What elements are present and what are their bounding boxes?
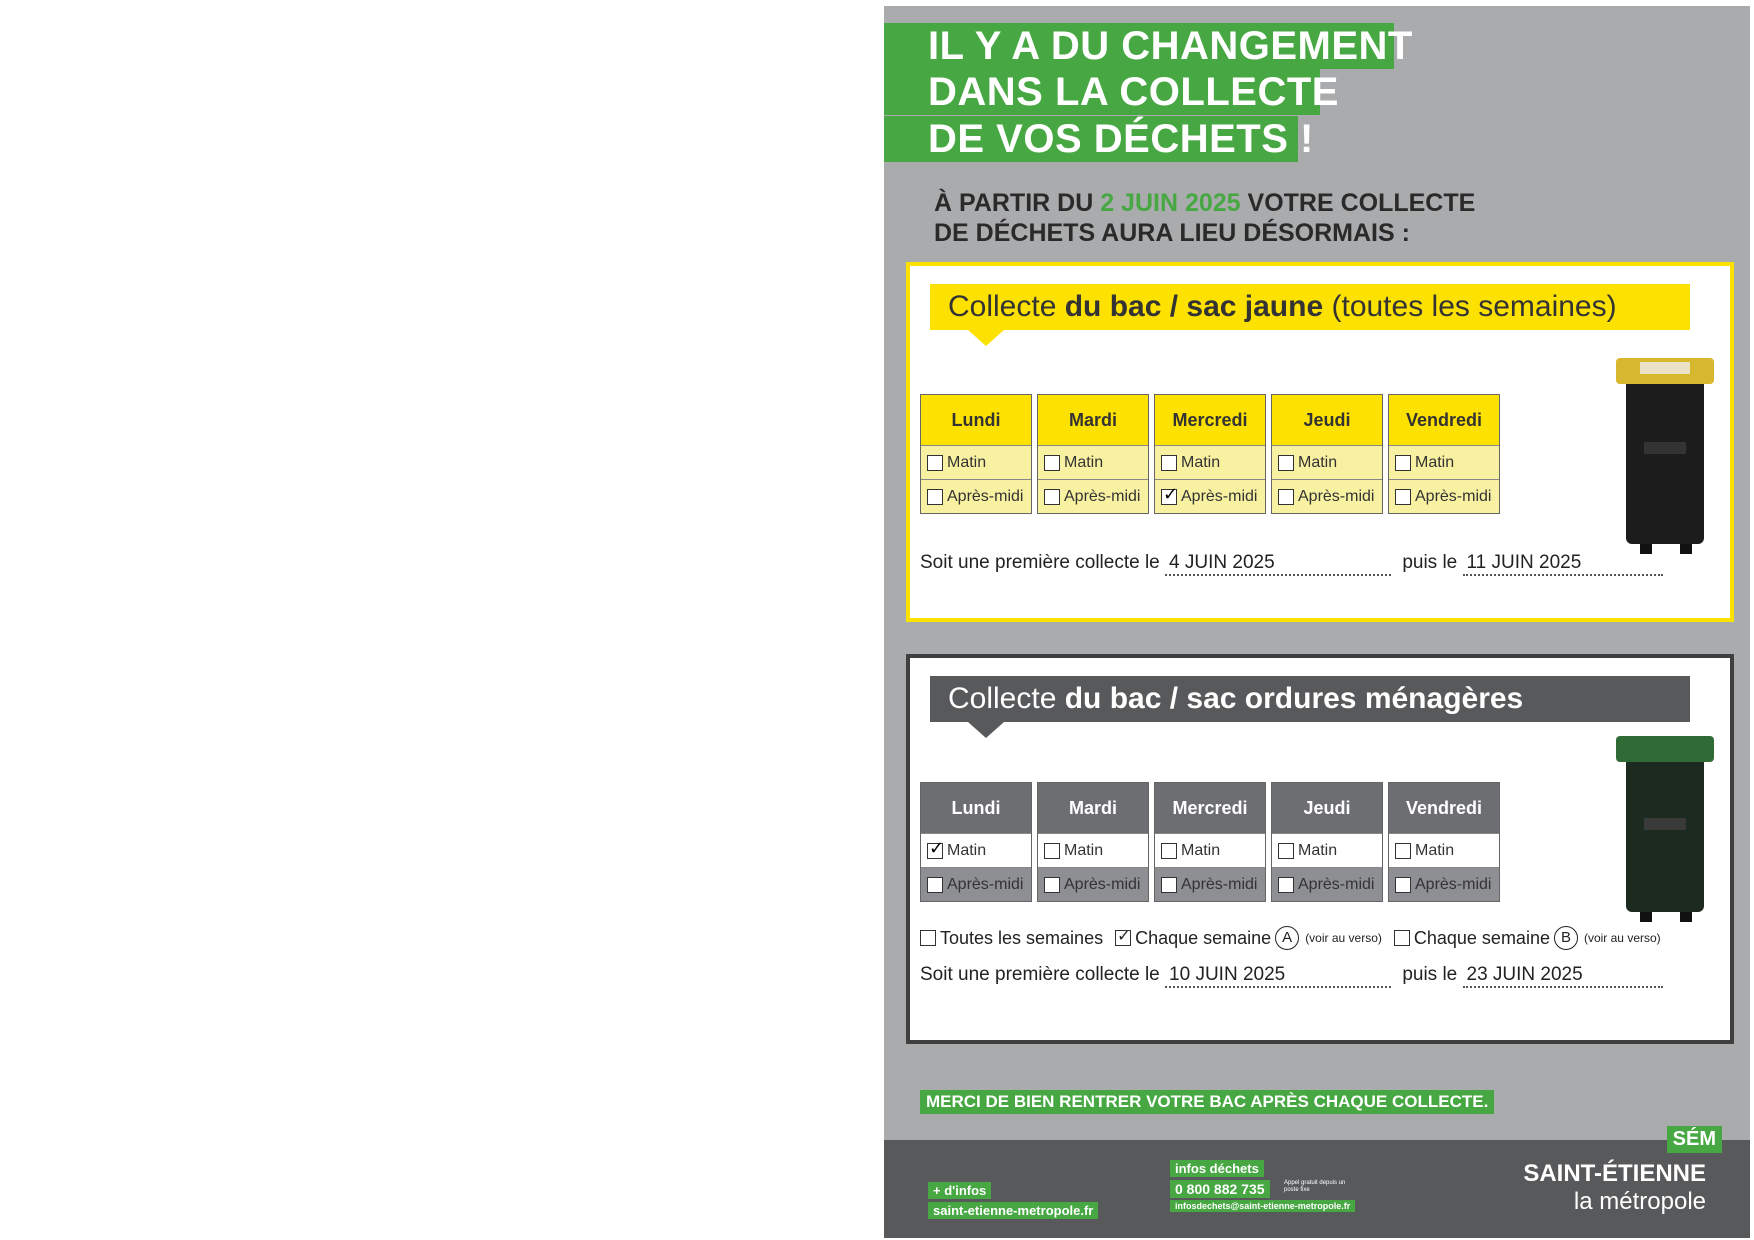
start-date: 2 JUIN 2025 — [1100, 189, 1241, 217]
yellow-section-title — [930, 284, 1690, 330]
freq-label: Toutes les semaines — [940, 927, 1104, 948]
morning-slot[interactable] — [921, 445, 1031, 479]
grey-day-lundi — [920, 782, 1032, 902]
household-bin-section — [906, 654, 1734, 1044]
week-b-badge: B — [1554, 926, 1578, 950]
first-date: 10 JUIN 2025 — [1169, 964, 1286, 985]
checkbox[interactable] — [927, 455, 943, 471]
checkbox[interactable] — [1161, 877, 1177, 893]
bin-body — [1626, 752, 1704, 912]
slot-label: Matin — [1064, 841, 1104, 859]
banner-pointer — [968, 722, 1004, 738]
yellow-day-vendredi — [1388, 394, 1500, 514]
first-date-field — [1165, 552, 1391, 576]
afternoon-slot[interactable] — [921, 867, 1031, 901]
morning-slot[interactable] — [1155, 445, 1265, 479]
slot-label: Après-midi — [1298, 487, 1375, 505]
freq-option-a[interactable] — [1115, 926, 1382, 950]
afternoon-slot[interactable] — [1155, 479, 1265, 513]
slot-label: Matin — [1298, 841, 1338, 859]
bin-label-plate — [1644, 818, 1686, 830]
morning-slot[interactable] — [1155, 833, 1265, 867]
household-bin-image — [1610, 728, 1720, 928]
title-line-2: DANS LA COLLECTE — [884, 69, 1320, 115]
then-date-field — [1463, 552, 1663, 576]
yellow-first-collection — [920, 552, 1663, 576]
checkbox-checked[interactable] — [1161, 489, 1177, 505]
day-name: Mardi — [1038, 783, 1148, 833]
waste-info-label: infos déchets — [1170, 1160, 1264, 1177]
slot-label: Après-midi — [1298, 875, 1375, 893]
yellow-bin-section — [906, 262, 1734, 622]
then-label: puis le — [1402, 552, 1458, 573]
day-name: Mardi — [1038, 395, 1148, 445]
sem-logo: SÉM — [1667, 1126, 1722, 1153]
checkbox[interactable] — [1044, 843, 1060, 859]
morning-slot[interactable] — [1389, 833, 1499, 867]
checkbox-checked[interactable] — [927, 843, 943, 859]
morning-slot[interactable] — [1038, 445, 1148, 479]
checkbox[interactable] — [1394, 930, 1410, 946]
phone-note: Appel gratuit depuis un poste fixe — [1284, 1180, 1346, 1193]
then-date: 23 JUIN 2025 — [1466, 964, 1583, 985]
day-name: Mercredi — [1155, 783, 1265, 833]
grey-day-jeudi — [1271, 782, 1383, 902]
first-date: 4 JUIN 2025 — [1169, 552, 1275, 573]
subtitle-line-1 — [934, 188, 1475, 218]
brand-name: SAINT-ÉTIENNE — [1523, 1160, 1706, 1187]
subtitle-part-2: VOTRE COLLECTE — [1240, 189, 1476, 217]
verso-note: (voir au verso) — [1305, 931, 1382, 945]
freq-option-all[interactable] — [920, 928, 1103, 949]
checkbox[interactable] — [927, 489, 943, 505]
bin-lid — [1616, 736, 1714, 762]
yellow-day-mercredi — [1154, 394, 1266, 514]
slot-label: Matin — [1415, 841, 1455, 859]
more-info-label: + d'infos — [928, 1182, 991, 1199]
website-link[interactable]: saint-etienne-metropole.fr — [928, 1202, 1098, 1219]
subtitle-part-1: À PARTIR DU — [934, 189, 1101, 217]
afternoon-slot[interactable] — [921, 479, 1031, 513]
yellow-day-lundi — [920, 394, 1032, 514]
afternoon-slot[interactable] — [1389, 867, 1499, 901]
checkbox[interactable] — [1044, 455, 1060, 471]
checkbox[interactable] — [1044, 489, 1060, 505]
bin-handle — [1640, 362, 1690, 374]
day-name: Jeudi — [1272, 783, 1382, 833]
phone-number[interactable]: 0 800 882 735 — [1170, 1180, 1270, 1198]
reminder-banner: MERCI DE BIEN RENTRER VOTRE BAC APRÈS CHAQUE COLLECTE. — [920, 1090, 1494, 1114]
checkbox[interactable] — [1395, 489, 1411, 505]
first-collection-label: Soit une première collecte le — [920, 552, 1160, 573]
yellow-day-jeudi — [1271, 394, 1383, 514]
day-name: Vendredi — [1389, 783, 1499, 833]
bin-wheel — [1640, 912, 1652, 922]
grey-first-collection — [920, 964, 1663, 988]
yellow-day-mardi — [1037, 394, 1149, 514]
freq-option-b[interactable] — [1394, 926, 1661, 950]
verso-note: (voir au verso) — [1583, 931, 1661, 945]
slot-label: Matin — [1298, 453, 1338, 471]
checkbox[interactable] — [1395, 877, 1411, 893]
slot-label: Après-midi — [1415, 487, 1492, 505]
day-name: Vendredi — [1389, 395, 1499, 445]
first-collection-label: Soit une première collecte le — [920, 964, 1160, 985]
day-name: Lundi — [921, 783, 1031, 833]
afternoon-slot[interactable] — [1272, 867, 1382, 901]
afternoon-slot[interactable] — [1389, 479, 1499, 513]
checkbox[interactable] — [920, 930, 936, 946]
day-name: Jeudi — [1272, 395, 1382, 445]
slot-label: Après-midi — [947, 875, 1024, 893]
yellow-title-prefix: Collecte — [948, 290, 1065, 323]
morning-slot[interactable] — [1272, 445, 1382, 479]
frequency-options — [920, 926, 1673, 950]
checkbox[interactable] — [1161, 455, 1177, 471]
grey-day-vendredi — [1388, 782, 1500, 902]
checkbox[interactable] — [1278, 489, 1294, 505]
grey-day-mercredi — [1154, 782, 1266, 902]
then-label: puis le — [1402, 964, 1458, 985]
slot-label: Matin — [947, 453, 987, 471]
checkbox[interactable] — [927, 877, 943, 893]
slot-label: Après-midi — [1181, 487, 1258, 505]
then-date-field — [1463, 964, 1663, 988]
checkbox[interactable] — [1044, 877, 1060, 893]
day-name: Lundi — [921, 395, 1031, 445]
slot-label: Après-midi — [1064, 875, 1141, 893]
yellow-title-suffix: (toutes les semaines) — [1323, 290, 1617, 323]
morning-slot[interactable] — [921, 833, 1031, 867]
first-date-field — [1165, 964, 1391, 988]
grey-title-prefix: Collecte — [948, 682, 1065, 715]
morning-slot[interactable] — [1038, 833, 1148, 867]
subtitle-line-2: DE DÉCHETS AURA LIEU DÉSORMAIS : — [934, 219, 1410, 247]
slot-label: Matin — [1064, 453, 1104, 471]
checkbox[interactable] — [1278, 455, 1294, 471]
slot-label: Matin — [1415, 453, 1455, 471]
bin-wheel — [1680, 912, 1692, 922]
slot-label: Matin — [947, 841, 987, 859]
checkbox[interactable] — [1395, 843, 1411, 859]
banner-pointer — [968, 330, 1004, 346]
grey-title-bold: du bac / sac ordures ménagères — [1064, 682, 1524, 715]
email-link[interactable]: infosdechets@saint-etienne-metropole.fr — [1170, 1200, 1355, 1212]
morning-slot[interactable] — [1389, 445, 1499, 479]
day-name: Mercredi — [1155, 395, 1265, 445]
yellow-bin-image — [1610, 348, 1720, 558]
yellow-title-bold: du bac / sac jaune — [1064, 290, 1324, 323]
afternoon-slot[interactable] — [1272, 479, 1382, 513]
checkbox[interactable] — [1395, 455, 1411, 471]
afternoon-slot[interactable] — [1038, 479, 1148, 513]
morning-slot[interactable] — [1272, 833, 1382, 867]
brand-tagline: la métropole — [1573, 1188, 1706, 1215]
grey-section-title — [930, 676, 1690, 722]
afternoon-slot[interactable] — [1155, 867, 1265, 901]
title-line-3: DE VOS DÉCHETS ! — [884, 116, 1298, 162]
slot-label: Après-midi — [1415, 875, 1492, 893]
freq-label: Chaque semaine — [1135, 927, 1272, 948]
checkbox[interactable] — [1161, 843, 1177, 859]
bin-body — [1626, 374, 1704, 544]
slot-label: Après-midi — [1181, 875, 1258, 893]
checkbox[interactable] — [1278, 843, 1294, 859]
title-line-1: IL Y A DU CHANGEMENT — [884, 23, 1394, 69]
checkbox-checked[interactable] — [1115, 930, 1131, 946]
afternoon-slot[interactable] — [1038, 867, 1148, 901]
freq-label: Chaque semaine — [1413, 927, 1550, 948]
slot-label: Matin — [1181, 453, 1221, 471]
bin-label-plate — [1644, 442, 1686, 454]
slot-label: Après-midi — [1064, 487, 1141, 505]
then-date: 11 JUIN 2025 — [1466, 552, 1582, 573]
grey-day-mardi — [1037, 782, 1149, 902]
bin-wheel — [1680, 544, 1692, 554]
flyer — [884, 6, 1750, 1238]
checkbox[interactable] — [1278, 877, 1294, 893]
week-a-badge: A — [1275, 926, 1299, 950]
subtitle — [934, 188, 1475, 248]
slot-label: Après-midi — [947, 487, 1024, 505]
slot-label: Matin — [1181, 841, 1221, 859]
